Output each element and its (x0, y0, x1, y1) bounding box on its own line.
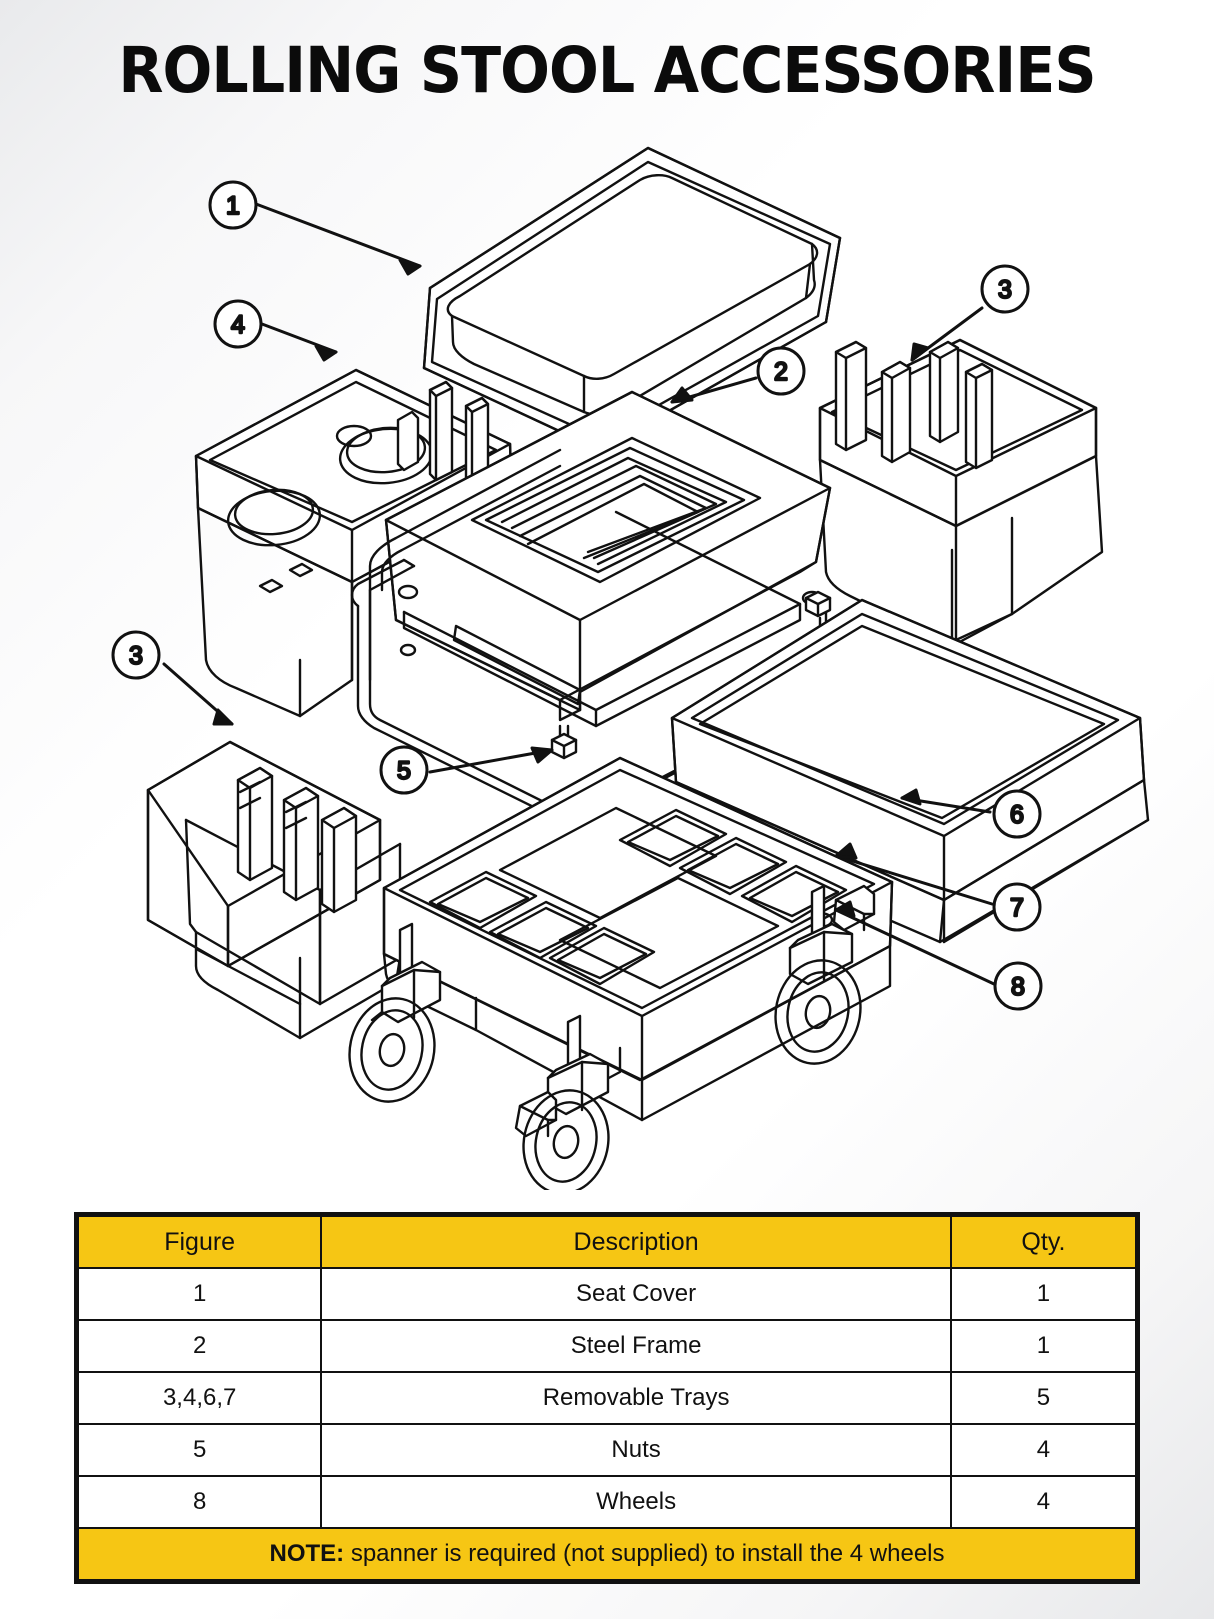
header-description: Description (321, 1216, 951, 1268)
callout-5[interactable] (381, 747, 427, 793)
cell-figure: 3,4,6,7 (78, 1372, 321, 1424)
cell-figure: 8 (78, 1476, 321, 1528)
table-row (78, 1424, 1136, 1476)
callout-3-left-label: 3 (129, 642, 143, 670)
callout-1[interactable] (210, 182, 256, 228)
cell-figure: 2 (78, 1320, 321, 1372)
header-qty: Qty. (951, 1216, 1136, 1268)
callout-7-label: 7 (1010, 894, 1024, 922)
table-row (78, 1372, 1136, 1424)
cell-description: Removable Trays (321, 1372, 951, 1424)
callout-7[interactable] (994, 884, 1040, 930)
table-note-row (78, 1528, 1136, 1580)
table-row (78, 1476, 1136, 1528)
cell-figure: 5 (78, 1424, 321, 1476)
note-label: NOTE: (269, 1540, 345, 1567)
callout-2-label: 2 (774, 358, 788, 386)
callout-6[interactable] (994, 791, 1040, 837)
page-title: ROLLING STOOL ACCESSORIES (118, 34, 1096, 107)
callout-1-label: 1 (226, 192, 240, 220)
callout-4-label: 4 (231, 311, 245, 339)
exploded-parts-diagram (0, 120, 1214, 1190)
part-tool-caddy-left (148, 742, 400, 1038)
callout-3-right[interactable] (982, 266, 1028, 312)
cell-qty: 1 (951, 1268, 1136, 1320)
cell-description: Steel Frame (321, 1320, 951, 1372)
callout-3-right-label: 3 (998, 276, 1012, 304)
callout-6-label: 6 (1010, 801, 1024, 829)
table-row (78, 1268, 1136, 1320)
callout-2[interactable] (758, 348, 804, 394)
parts-table (74, 1212, 1140, 1584)
callout-8[interactable] (995, 963, 1041, 1009)
cell-qty: 5 (951, 1372, 1136, 1424)
table-header-row (78, 1216, 1136, 1268)
note-text: spanner is required (not supplied) to install the 4 wheels (344, 1540, 945, 1567)
cell-description: Seat Cover (321, 1268, 951, 1320)
cell-description: Nuts (321, 1424, 951, 1476)
table-row (78, 1320, 1136, 1372)
header-figure: Figure (78, 1216, 321, 1268)
cell-qty: 4 (951, 1476, 1136, 1528)
callout-5-label: 5 (397, 757, 411, 785)
cell-figure: 1 (78, 1268, 321, 1320)
cell-qty: 4 (951, 1424, 1136, 1476)
callout-3-left[interactable] (113, 632, 159, 678)
callout-4[interactable] (215, 301, 261, 347)
cell-description: Wheels (321, 1476, 951, 1528)
callout-8-label: 8 (1011, 973, 1025, 1001)
table-note (78, 1528, 1136, 1580)
cell-qty: 1 (951, 1320, 1136, 1372)
